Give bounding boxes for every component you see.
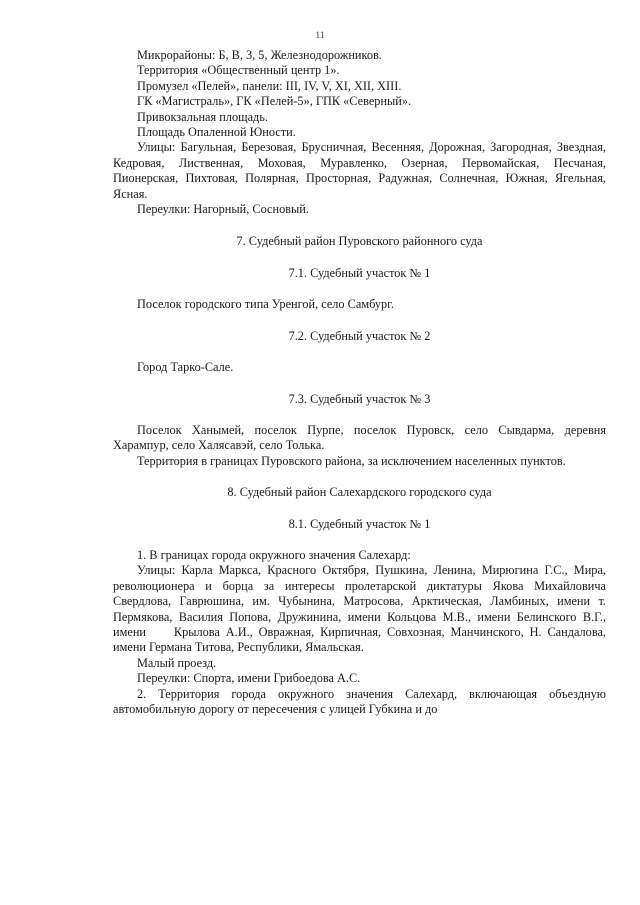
paragraph: Малый проезд. bbox=[137, 655, 217, 670]
paragraph: Территория в границах Пуровского района, за исключением населенных пунктов. bbox=[137, 453, 566, 468]
subsection-heading: 8.1. Судебный участок № 1 bbox=[288, 516, 431, 531]
paragraph: Площадь Опаленной Юности. bbox=[137, 125, 296, 140]
section-heading: 8. Судебный район Салехардского городского суда bbox=[227, 485, 492, 500]
paragraph: Привокзальная площадь. bbox=[137, 109, 268, 124]
paragraph: ГК «Магистраль», ГК «Пелей-5», ГПК «Северный». bbox=[137, 94, 412, 109]
subsection-heading: 7.1. Судебный участок № 1 bbox=[288, 265, 431, 280]
streets-text-continued: Крылова А.И., Овражная, Кирпичная, Совхозная, Манчинского, Н. Сандалова, имени Германа Титова, Республики, Ямальская. bbox=[113, 624, 606, 655]
document-body bbox=[113, 48, 606, 717]
paragraph: Территория «Общественный центр 1». bbox=[137, 63, 340, 78]
streets-paragraph: Улицы: Багульная, Березовая, Брусничная, Весенняя, Дорожная, Загородная, Звездная, Кедровая, Лиственная, Моховая, Муравленко, Озерная, Первомайская, Песчаная, Пионерская, Пихтовая, Полярная, Просторная, Радужная, Солнечная, Южная, Ягельная, Ясная. bbox=[113, 140, 606, 201]
paragraph: Микрорайоны: Б, В, 3, 5, Железнодорожников. bbox=[137, 48, 382, 62]
page-number: 11 bbox=[315, 31, 325, 41]
lanes-paragraph: Переулки: Нагорный, Сосновый. bbox=[137, 202, 309, 217]
paragraph: Переулки: Спорта, имени Грибоедова А.С. bbox=[137, 671, 361, 686]
paragraph: 2. Территория города окружного значения Салехард, включающая объездную автомобильную дорогу от пересечения с улицей Губкина и до bbox=[113, 686, 606, 716]
paragraph: Промузел «Пелей», панели: III, IV, V, XI, XII, XIII. bbox=[137, 78, 402, 93]
streets-text: Улицы: Карла Маркса, Красного Октября, Пушкина, Ленина, Мирюгина Г.С., Мира, революционера и борца за интересы пролетарской диктатуры Якова Михайловича Свердлова, Гаврюшина, им. Чубынина, Матросова, Арктическая, Ламбиных, имени т. Пермякова, Василия Попова, Дружинина, имени Кольцова М.В., имени Белинского В.Г., имени bbox=[113, 563, 606, 639]
subsection-heading: 7.3. Судебный участок № 3 bbox=[288, 391, 431, 406]
paragraph: Поселок городского типа Уренгой, село Самбург. bbox=[137, 297, 394, 312]
streets-paragraph bbox=[113, 563, 606, 655]
paragraph: Город Тарко-Сале. bbox=[137, 360, 234, 375]
paragraph: Поселок Ханымей, поселок Пурпе, поселок Пуровск, село Сывдарма, деревня Харампур, село Халясавэй, село Толька. bbox=[113, 422, 606, 453]
section-heading: 7. Судебный район Пуровского районного суда bbox=[236, 234, 483, 249]
paragraph: 1. В границах города окружного значения Салехард: bbox=[137, 547, 411, 562]
subsection-heading: 7.2. Судебный участок № 2 bbox=[288, 328, 431, 343]
